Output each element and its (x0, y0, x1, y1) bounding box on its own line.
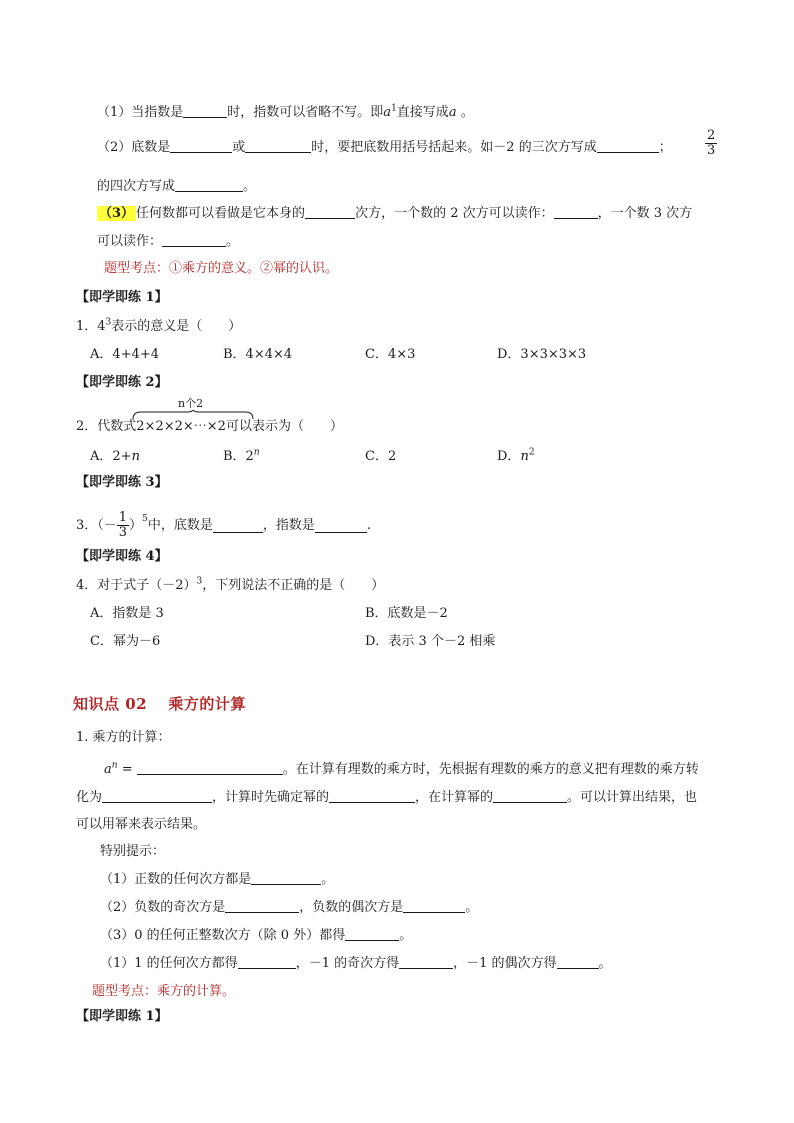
item-1-text-a: （1）当指数是 (97, 105, 184, 120)
blank (493, 789, 567, 803)
option-b[interactable]: B．底数是－2 (365, 606, 448, 621)
exponent: n (253, 447, 260, 458)
blank (305, 205, 355, 219)
tip-1 (100, 871, 334, 889)
item-2-text-d: ； (658, 140, 672, 155)
tip-text: （2）负数的奇次方是 (100, 900, 226, 915)
question-text-a: 2．代数式 (76, 419, 137, 434)
item-1-text-c: 直接写成 (396, 105, 449, 120)
tip-text: ，－1 的奇次方得 (295, 956, 400, 971)
item-2-text-f: 。 (243, 179, 257, 194)
item-3-text-a: 任何数都可以看做是它本身的 (136, 206, 306, 221)
item-2-text-a: （2）底数是 (97, 140, 171, 155)
question-text-b: 可以表示为（ ） (225, 419, 343, 434)
item-1-text-d: 。 (460, 105, 474, 120)
math-a: a (383, 105, 392, 120)
tip-2 (100, 899, 478, 917)
blank (251, 871, 321, 885)
definition-text-e: 。可以计算出结果，也 (567, 790, 698, 805)
tip-3 (100, 927, 412, 945)
item-2-text-c: 时，要把底数用括号括起来。如－2 的三次方写成 (311, 140, 597, 155)
fraction-2-3 (705, 129, 717, 158)
option-c[interactable]: C．2 (365, 449, 397, 464)
practice-3-question: 3．（－ $\frac{1}{3}$ ） $^5$ 中，底数是 ，指数是 . (76, 510, 371, 540)
item-3-text-e: 。 (226, 234, 240, 249)
exponent: 1 (391, 103, 397, 114)
blank (329, 789, 415, 803)
blank (175, 178, 243, 192)
tip-text: （3）0 的任何正整数次方（除 0 外）都得 (100, 928, 346, 943)
option-a[interactable]: A．4+4+4 (90, 347, 159, 362)
option-b[interactable]: B．4×4×4 (223, 347, 293, 362)
blank (245, 139, 311, 153)
blank (345, 927, 399, 941)
option-b[interactable] (223, 448, 260, 466)
option-d[interactable]: D．3×3×3×3 (497, 347, 587, 362)
option-c[interactable]: C．4×3 (365, 347, 416, 362)
fraction-numerator: 2 (707, 128, 716, 143)
option-d[interactable]: D．表示 3 个－2 相乘 (365, 634, 496, 649)
definition-line-1 (104, 761, 699, 779)
definition-text-a: 。在计算有理数的乘方时，先根据有理数的乘方的意义把有理数的乘方转 (282, 762, 699, 777)
item-3-continued (97, 233, 239, 251)
question-text-d: ，指数是 (262, 517, 315, 533)
tip-text: ，－1 的偶次方得 (453, 956, 557, 971)
blank (170, 139, 232, 153)
tip-text: 。 (465, 900, 479, 915)
tip-title: 特别提示： (100, 844, 166, 859)
blank (554, 205, 598, 219)
question-text-b: ，下列说法不正确的是（ ） (202, 578, 385, 593)
exponent: 3 (105, 317, 112, 328)
equals-sign: = (117, 762, 133, 777)
blank (102, 789, 212, 803)
item-3-text-c: ，一个数 3 次方 (597, 206, 693, 221)
definition-line-3: 可以用幂来表示结果。 (76, 817, 207, 832)
item-1-line (97, 104, 474, 122)
blank (137, 761, 283, 775)
item-1-text-b: 时，指数可以省略不写。即 (227, 105, 384, 120)
item-2-text-b: 或 (232, 140, 246, 155)
question-text-b: ） (129, 517, 143, 533)
section-title: 知识点 02 乘方的计算 (73, 695, 246, 713)
option-a[interactable]: A．指数是 3 (90, 606, 164, 621)
section-subtitle: 1. 乘方的计算： (76, 730, 171, 745)
practice-1-title: 【即学即练 1】 (76, 290, 168, 305)
exponent: 2 (528, 447, 535, 458)
item-2-text-e: 的四次方写成 (97, 179, 176, 194)
brace-label: n个2 (178, 397, 204, 410)
option-a-text: A．2+ (90, 449, 132, 464)
definition-text-b: 化为 (76, 790, 103, 805)
practice-title: 【即学即练 1】 (76, 1009, 168, 1024)
fraction-denominator: 3 (707, 143, 716, 158)
option-d[interactable] (497, 448, 535, 466)
option-b-text: B．2 (223, 449, 254, 464)
practice-3-title: 【即学即练 3】 (76, 475, 168, 490)
option-c[interactable]: C．幂为－6 (90, 634, 161, 649)
practice-2-title: 【即学即练 2】 (76, 375, 168, 390)
exponent: 3 (196, 576, 203, 587)
fraction-numerator: 1 (118, 510, 128, 525)
math-n: n (131, 449, 140, 464)
question-text-a: 1．4 (76, 319, 106, 334)
definition-line-2 (76, 789, 697, 807)
blank (213, 519, 263, 533)
tip-text: 。 (321, 872, 335, 887)
blank (557, 955, 599, 969)
option-a[interactable] (90, 448, 140, 466)
option-d-text: D． (497, 449, 521, 464)
practice-4-question (76, 577, 384, 595)
tip-text: （1）正数的任何次方都是 (100, 872, 252, 887)
definition-text-d: ，在计算幂的 (415, 790, 494, 805)
blank (597, 139, 659, 153)
highlight-label: （3） (99, 206, 135, 221)
question-text-a: 4．对于式子（－2） (76, 578, 197, 593)
item-3-line (97, 205, 692, 223)
blank (399, 955, 453, 969)
item-2-line (97, 139, 672, 157)
tip-4 (100, 955, 612, 973)
practice-4-title: 【即学即练 4】 (76, 549, 168, 564)
tip-text: ，负数的偶次方是 (299, 900, 404, 915)
tip-text: 。 (598, 956, 612, 971)
math-a: a (448, 105, 457, 120)
question-text-e: . (366, 517, 371, 533)
item-3-text-b: 次方，一个数的 2 次方可以读作： (355, 206, 554, 221)
question-type-points: 题型考点：①乘方的意义。②幂的认识。 (104, 261, 339, 276)
blank (225, 899, 299, 913)
question-type-points: 题型考点：乘方的计算。 (92, 984, 236, 999)
practice-2-question (76, 418, 343, 436)
definition-text-c: ，计算时先确定幂的 (212, 790, 330, 805)
product-expression: 2×2×2×⋯×2 (136, 419, 226, 434)
math-a: a (104, 762, 112, 777)
item-2-continued (97, 178, 256, 196)
fraction-denominator: 3 (118, 525, 128, 540)
blank (315, 519, 367, 533)
practice-1-question (76, 318, 241, 336)
blank (162, 233, 226, 247)
blank (403, 899, 465, 913)
item-3-text-d: 可以读作： (97, 234, 163, 249)
fraction-1-3 (117, 511, 129, 540)
blank (238, 955, 296, 969)
math-n: n (520, 449, 529, 464)
question-text-a: 3．（－ (76, 517, 117, 533)
tip-text: （1）1 的任何次方都得 (100, 956, 238, 971)
tip-text: 。 (399, 928, 413, 943)
blank (183, 104, 227, 118)
question-text-c: 中，底数是 (147, 517, 213, 533)
exponent: n (111, 760, 118, 771)
question-text-b: 表示的意义是（ ） (111, 319, 242, 334)
